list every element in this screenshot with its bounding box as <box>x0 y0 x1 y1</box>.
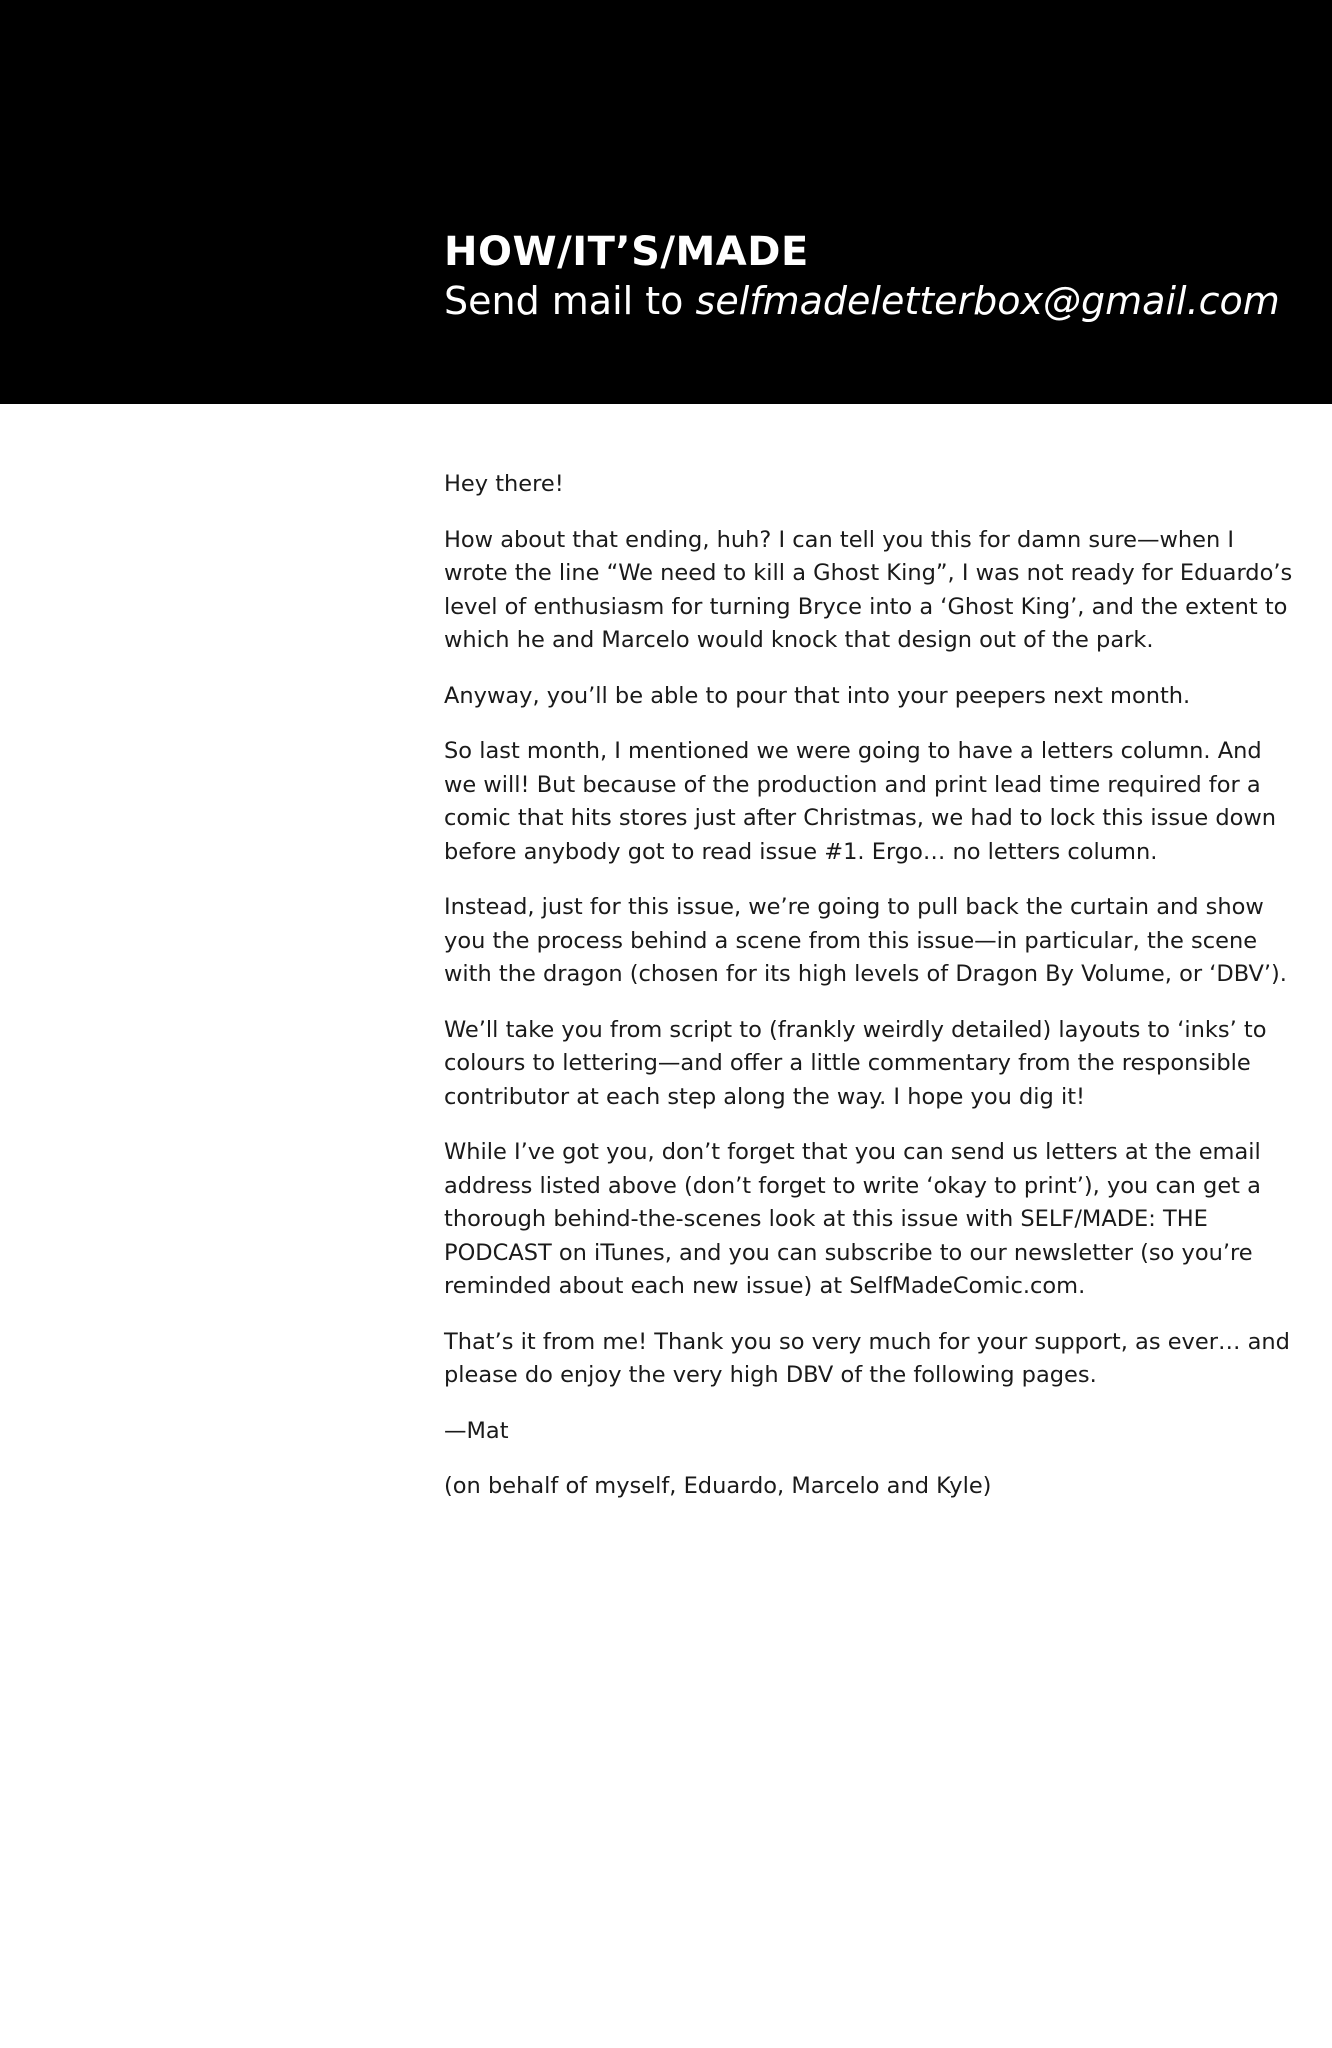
mail-instruction <box>444 278 1280 324</box>
email-address: selfmadeletterbox@gmail.com <box>695 279 1280 323</box>
paragraph-letters-column: So last month, I mentioned we were going to have a letters column. And we will! But because of the production and print lead time required for a comic that hits stores just after Christmas, we had to lock this issue down before anybody got to read issue #1. Ergo… no letters column. <box>444 738 1277 865</box>
mail-prefix: Send mail to <box>444 279 696 323</box>
page-title: HOW/IT’S/MADE <box>444 229 809 275</box>
signature-note: (on behalf of myself, Eduardo, Marcelo and Kyle) <box>444 1473 992 1499</box>
paragraph-thanks: That’s it from me! Thank you so very much for your support, as ever… and please do enjoy the very high DBV of the following pages. <box>444 1328 1290 1388</box>
paragraph-contact: While I’ve got you, don’t forget that you can send us letters at the email address listed above (don’t forget to write ‘okay to print’), you can get a thorough behind-the-scenes look at this issue with SELF/MADE: THE PODCAST on iTunes, and you can subscribe to our newsletter (so you’re reminded about each new issue) at SelfMadeComic.com. <box>444 1139 1261 1299</box>
greeting: Hey there! <box>444 471 564 497</box>
signature: —Mat <box>444 1417 509 1444</box>
paragraph-steps: We’ll take you from script to (frankly weirdly detailed) layouts to ‘inks’ to colours to lettering—and offer a little commentary from the responsible contributor at each step along the way. I hope you dig it! <box>444 1016 1267 1110</box>
paragraph-next-month: Anyway, you’ll be able to pour that into your peepers next month. <box>444 682 1191 709</box>
letter-body <box>444 468 1294 1526</box>
header-band <box>0 0 1332 404</box>
paragraph-process: Instead, just for this issue, we’re going to pull back the curtain and show you the process behind a scene from this issue—in particular, the scene with the dragon (chosen for its high levels of Dragon By Volume, or ‘DBV’). <box>444 894 1287 987</box>
paragraph-ending: How about that ending, huh? I can tell you this for damn sure—when I wrote the line “We need to kill a Ghost King”, I was not ready for Eduardo’s level of enthusiasm for turning Bryce into a ‘Ghost King’, and the extent to which he and Marcelo would knock that design out of the park. <box>444 526 1293 653</box>
